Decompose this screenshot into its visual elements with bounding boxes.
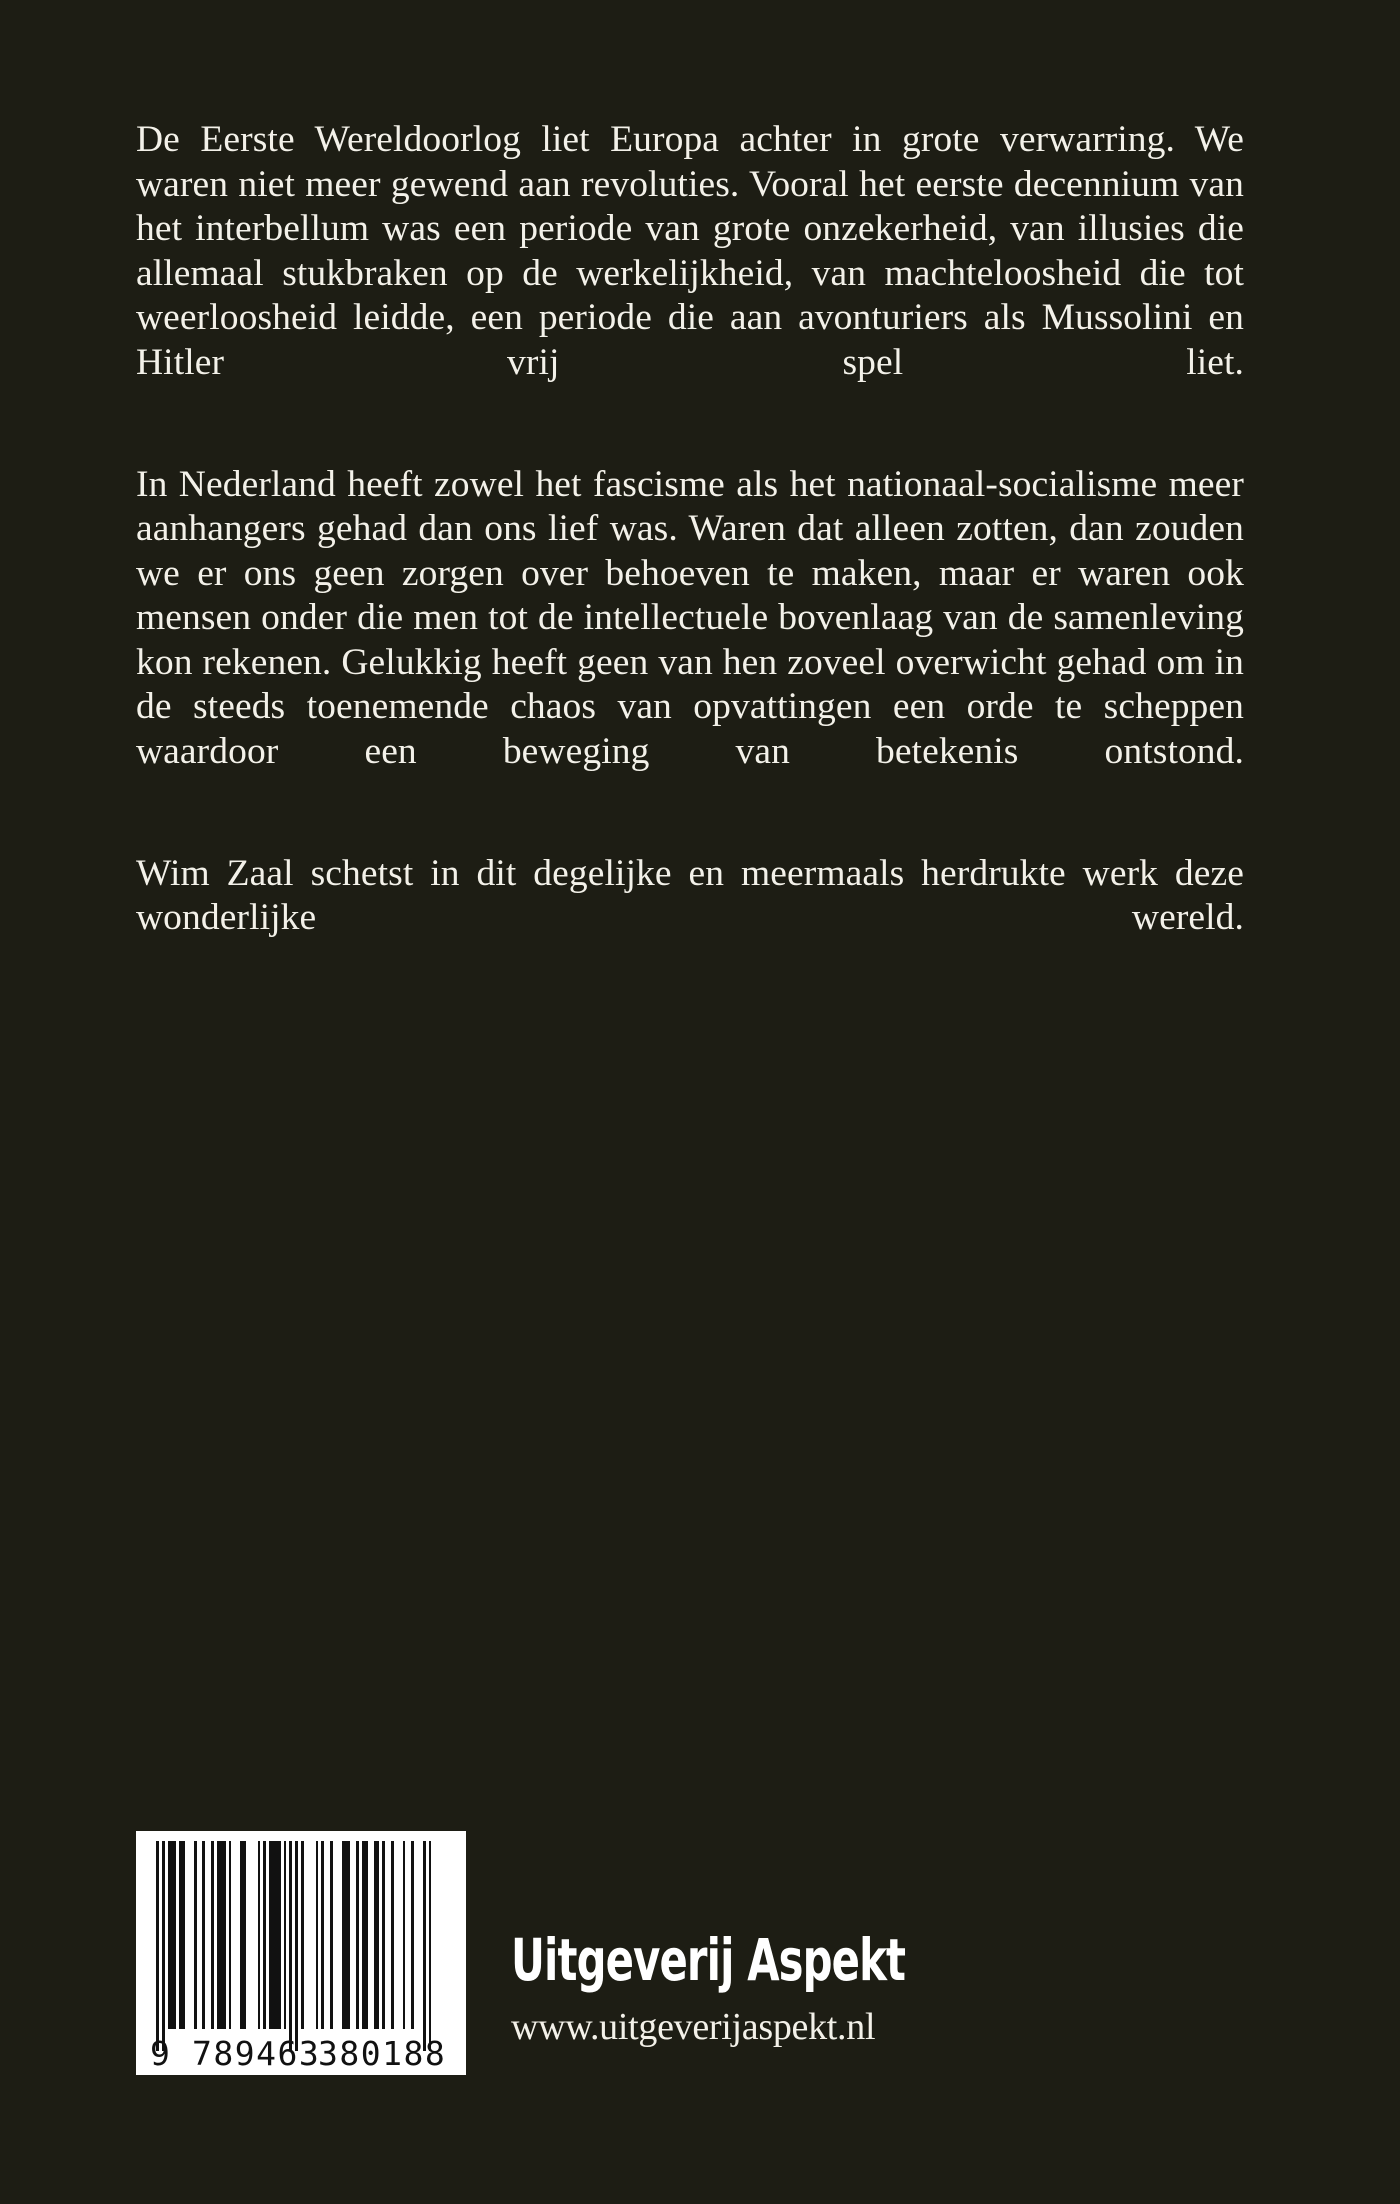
blurb-text-block xyxy=(136,118,1244,985)
blurb-paragraph-3: Wim Zaal schetst in dit degelijke en meermaals herdrukte werk deze wonderlijke wereld. xyxy=(136,852,1244,938)
cover-footer xyxy=(136,1831,1266,2081)
publisher-logo-text: Uitgeverij Aspekt xyxy=(511,1926,906,1994)
blurb-paragraph-1: De Eerste Wereldoorlog liet Europa achter in grote verwarring. We waren niet meer gewend aan revoluties. Vooral het eerste decennium van het interbellum was een periode van grote onzekerheid, van illusies die allemaal stukbraken op de werkelijkheid, van machteloosheid die tot weerloosheid leidde, een periode die aan avonturiers als Mussolini en Hitler vrij spel liet. xyxy=(136,119,1244,383)
barcode-bars xyxy=(152,1841,458,2029)
barcode-left-group: 789463 xyxy=(192,2034,321,2073)
barcode-digits xyxy=(148,2031,454,2071)
blurb-paragraph-2: In Nederland heeft zowel het fascisme als het nationaal-socialisme meer aanhangers gehad dan ons lief was. Waren dat alleen zotten, dan zouden we er ons geen zorgen over behoeven te maken, maar er waren ook mensen onder die men tot de intellectuele bovenlaag van de samenleving kon rekenen. Gelukkig heeft geen van hen zoveel overwicht gehad om in de steeds toenemende chaos van opvattingen een orde te scheppen waardoor een beweging van betekenis ontstond. xyxy=(136,463,1244,772)
publisher-website-url[interactable]: www.uitgeverijaspekt.nl xyxy=(511,2006,876,2048)
barcode-lead-digit: 9 xyxy=(150,2034,172,2073)
publisher-block xyxy=(511,1926,1251,2048)
barcode-right-group: 380188 xyxy=(318,2034,447,2073)
barcode-icon xyxy=(136,1831,466,2075)
